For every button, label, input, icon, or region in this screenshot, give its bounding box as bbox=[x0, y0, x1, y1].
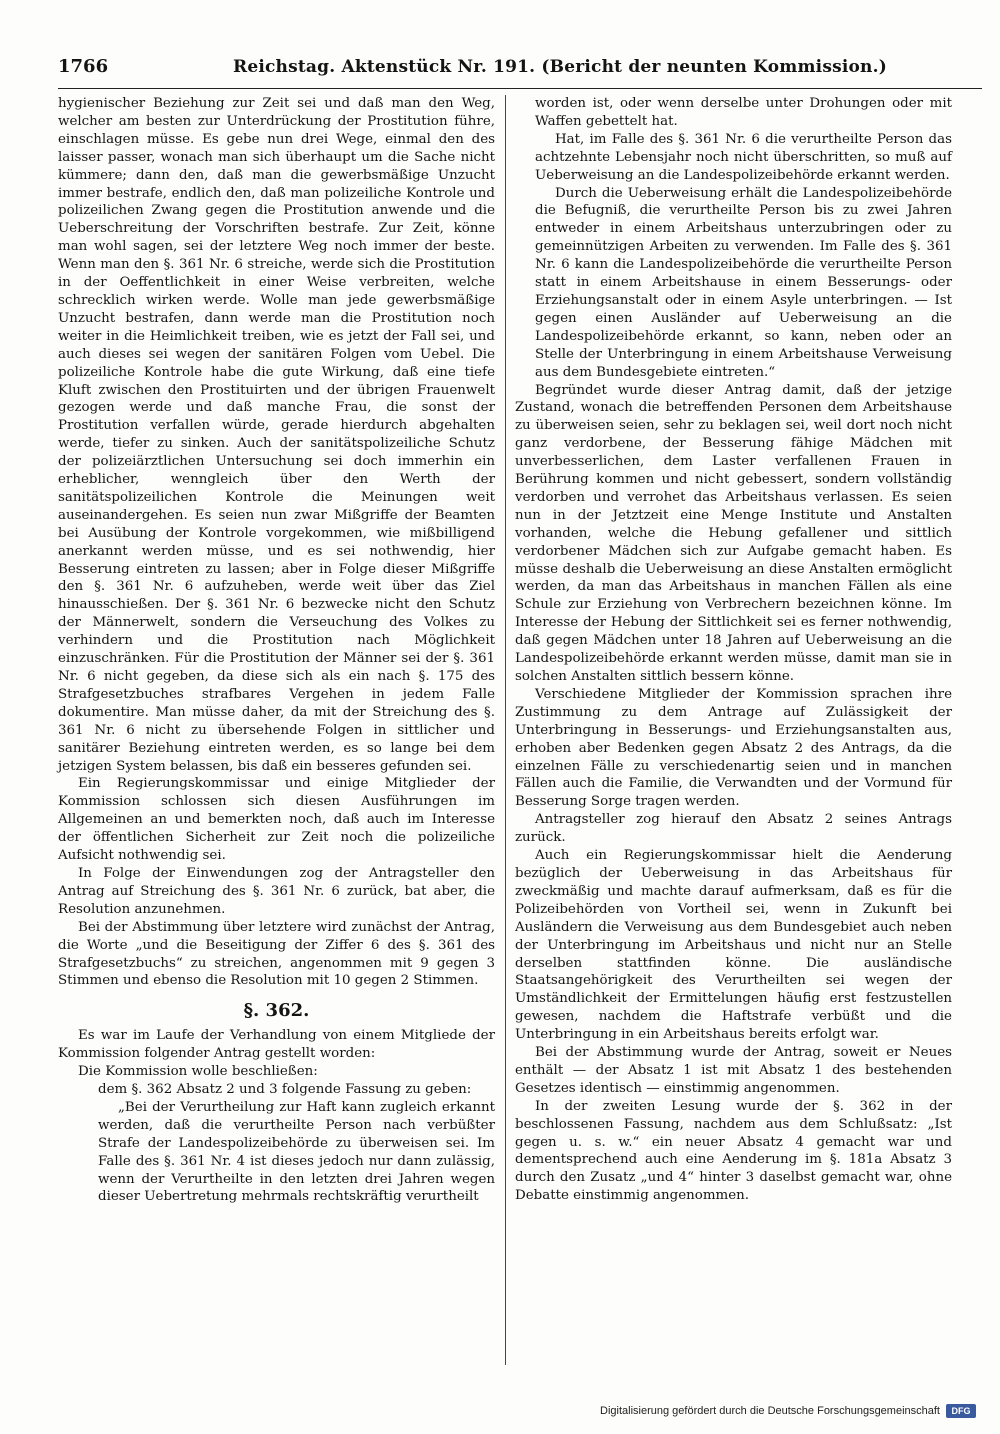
dfg-logo-icon: DFG bbox=[946, 1404, 976, 1418]
running-title: Reichstag. Aktenstück Nr. 191. (Bericht der neunten Kommission.) bbox=[233, 57, 887, 77]
quoted-motion: „Bei der Verurtheilung zur Haft kann zugleich erkannt werden, daß die verurtheilte Person nach verbüßter Strafe der Landespolizeibehörde zu überweisen sei. Im Falle des §. 361 Nr. 4 ist dieses jedoch nur dann zulässig, wenn der Verurtheilte in den letzten drei Jahren wegen dieser Uebertretung mehrmals rechtskräftig verurtheilt bbox=[98, 1099, 495, 1205]
paragraph: In Folge der Einwendungen zog der Antragsteller den Antrag auf Streichung des §. 361 Nr. 6 zurück, bat aber, die Resolution anzunehmen. bbox=[58, 865, 495, 917]
footer-text: Digitalisierung gefördert durch die Deutsche Forschungsgemeinschaft bbox=[600, 1405, 940, 1417]
paragraph: Bei der Abstimmung über letztere wird zunächst der Antrag, die Worte „und die Beseitigung der Ziffer 6 des §. 361 des Strafgesetzbuchs“ zu streichen, angenommen mit 9 gegen 3 Stimmen und ebenso die Resolution mit 10 gegen 2 Stimmen. bbox=[58, 919, 495, 989]
right-column bbox=[515, 95, 952, 1205]
paragraph: Verschiedene Mitglieder der Kommission sprachen ihre Zustimmung zu dem Antrage auf Zulässigkeit der Unterbringung in Besserungs- und Erziehungsanstalten aus, erhoben aber Bedenken gegen Absatz 2 des Antrags, da die einzelnen Fälle zu verschiedenartig seien und in manchen Fällen auch die Familie, die Verwandten und der Vormund für Besserung Sorge tragen werden. bbox=[515, 686, 952, 810]
paragraph: In der zweiten Lesung wurde der §. 362 in der beschlossenen Fassung, nachdem aus dem Schlußsatz: „Ist gegen u. s. w.“ ein neuer Absatz 4 gemacht war und dementsprechend auch eine Aenderung im §. 181a Absatz 3 durch den Zusatz „und 4“ hinter 3 daselbst gemacht war, ohne Debatte einstimmig angenommen. bbox=[515, 1098, 952, 1204]
digitization-footer bbox=[600, 1404, 976, 1418]
paragraph: worden ist, oder wenn derselbe unter Drohungen oder mit Waffen gebettelt hat. bbox=[535, 96, 952, 129]
paragraph: Bei der Abstimmung wurde der Antrag, soweit er Neues enthält — der Absatz 1 ist mit Absatz 1 des bestehenden Gesetzes identisch — einstimmig angenommen. bbox=[515, 1045, 952, 1096]
page-number: 1766 bbox=[58, 56, 109, 77]
paragraph: Begründet wurde dieser Antrag damit, daß der jetzige Zustand, wonach die betreffenden Personen dem Arbeitshause zu überweisen seien, sehr zu beklagen sei, weil dort noch nicht ganz verdorbene, der Besserung fähige Mädchen mit unverbesserlichen, dem Laster verfallenen Frauen in Berührung kommen und nicht gebessert, sondern vollständig verdorben und verrohet das Arbeitshaus verlassen. Es seien nun in der Jetztzeit eine Menge Institute und Anstalten vorhanden, welche die Hebung gefallener und sittlich verdorbener Mädchen sich zur Aufgabe gemacht haben. Es müsse deshalb die Ueberweisung an diese Anstalten ermöglicht werden, da man das Arbeitshaus in manchen Fällen als eine Schule zur Erziehung von Verbrechern bezeichnen könne. Im Interesse der Hebung der Sittlichkeit sei es ferner nothwendig, daß gegen Mädchen unter 18 Jahren auf Ueberweisung an die Landespolizeibehörde erkannt werden müsse, damit man sie in solchen Anstalten sittlich bessern könne. bbox=[515, 382, 952, 684]
paragraph: Die Kommission wolle beschließen: bbox=[78, 1064, 318, 1080]
page bbox=[58, 56, 982, 1365]
page-header bbox=[58, 56, 982, 89]
text-columns bbox=[58, 95, 982, 1365]
paragraph: Hat, im Falle des §. 361 Nr. 6 die verurtheilte Person das achtzehnte Lebensjahr noch nicht überschritten, so muß auf Ueberweisung an die Landespolizeibehörde erkannt werden. bbox=[535, 131, 952, 183]
paragraph: hygienischer Beziehung zur Zeit sei und daß man den Weg, welcher am besten zur Unterdrückung der Prostitution führe, einschlagen müsse. Es gebe nun drei Wege, einmal den des laisser passer, wonach man sich überhaupt um die Sache nicht kümmere; dann den, daß man die gewerbsmäßige Unzucht immer bestrafe, endlich den, daß man polizeiliche Kontrole und polizeilichen Zwang gegen die Prostitution anwende und die Ueberschreitung der Vorschriften bestrafe. Zur Zeit, könne man wohl sagen, sei der letztere Weg noch immer der beste. Wenn man den §. 361 Nr. 6 streiche, werde sich die Prostitution in der Oeffentlichkeit in einer Weise verbreiten, welche schrecklich wirken werde. Wolle man jede gewerbsmäßige Unzucht bestrafen, dann werde man die Prostitution noch weiter in die Heimlichkeit treiben, wie es jetzt der Fall sei, und auch dieses sei wegen der sanitären Folgen vom Uebel. Die polizeiliche Kontrole habe die gute Wirkung, daß eine tiefe Kluft zwischen den Prostituirten und der übrigen Frauenwelt gezogen werde und daß manche Frau, die sonst der Prostitution verfallen würde, gerade hierdurch abgehalten werde, tiefer zu sinken. Auch der sanitätspolizeiliche Schutz der polizeiärztlichen Untersuchung sei doch immerhin ein erheblicher, wenngleich über den Werth der sanitätspolizeilichen Kontrole die Meinungen weit auseinandergehen. Es seien nun zwar Mißgriffe der Beamten bei Ausübung der Kontrole vorgekommen, wie mißbilligend anerkannt werden müsse, und es sei nothwendig, hier Besserung eintreten zu lassen; aber in Folge dieser Mißgriffe den §. 361 Nr. 6 aufzuheben, werde weit über das Ziel hinausschießen. Der §. 361 Nr. 6 bezwecke nicht den Schutz der Männerwelt, sondern die Verseuchung des Volkes zu verhindern und die Prostitution nach Möglichkeit einzuschränken. Für die Prostitution der Männer sei der §. 361 Nr. 6 nicht gegeben, da diese sich als ein nach §. 175 des Strafgesetzbuches strafbares Vergehen in jedem Falle dokumentire. Man müsse daher, da mit der Streichung des §. 361 Nr. 6 nicht zu übersehende Folgen in sittlicher und sanitärer Beziehung eintreten werden, es so lange bei dem jetzigen System belassen, bis daß ein besseres gefunden sei. bbox=[58, 96, 495, 774]
paragraph: Ein Regierungskommissar und einige Mitglieder der Kommission schlossen sich diesen Ausführungen im Allgemeinen an und bemerkten noch, daß auch im Interesse der öffentlichen Sicherheit zur Zeit noch die polizeiliche Aufsicht nothwendig sei. bbox=[58, 776, 495, 864]
section-heading: §. 362. bbox=[243, 1000, 310, 1022]
left-column bbox=[58, 95, 495, 1206]
paragraph: Auch ein Regierungskommissar hielt die Aenderung bezüglich der Ueberweisung in das Arbeitshaus für zweckmäßig und machte darauf aufmerksam, daß es für die Polizeibehörden von Vortheil sei, wenn in Zukunft bei Ausländern die Verweisung aus dem Bundesgebiet auch neben der Unterbringung im Arbeitshaus und nicht nur an Stelle derselben stattfinden könne. Die ausländische Staatsangehörigkeit des Verurtheilten sei wegen der Umständlichkeit der Ermittelungen häufig erst festzustellen gewesen, nachdem die Haftstrafe verbüßt und die Unterbringung in ein Arbeitshaus bereits erfolgt war. bbox=[515, 848, 952, 1043]
paragraph: Durch die Ueberweisung erhält die Landespolizeibehörde die Befugniß, die verurtheilte Person bis zu zwei Jahren entweder in einem Arbeitshaus unterzubringen oder zu gemeinnützigen Arbeiten zu verwenden. Im Falle des §. 361 Nr. 6 kann die Landespolizeibehörde die verurtheilte Person statt in einem Arbeitshause in einem Besserungs- oder Erziehungsanstalt oder in einem Asyle unterbringen. — Ist gegen einen Ausländer auf Ueberweisung an die Landespolizeibehörde erkannt, so kann, neben oder an Stelle der Unterbringung in einem Arbeitshause Verweisung aus dem Bundesgebiete eintreten.“ bbox=[535, 185, 952, 380]
paragraph: Es war im Laufe der Verhandlung von einem Mitgliede der Kommission folgender Antrag gestellt worden: bbox=[58, 1028, 495, 1062]
paragraph: dem §. 362 Absatz 2 und 3 folgende Fassung zu geben: bbox=[98, 1082, 472, 1098]
paragraph: Antragsteller zog hierauf den Absatz 2 seines Antrags zurück. bbox=[515, 812, 952, 846]
column-divider bbox=[505, 95, 506, 1365]
quoted-motion-continued bbox=[535, 95, 952, 382]
